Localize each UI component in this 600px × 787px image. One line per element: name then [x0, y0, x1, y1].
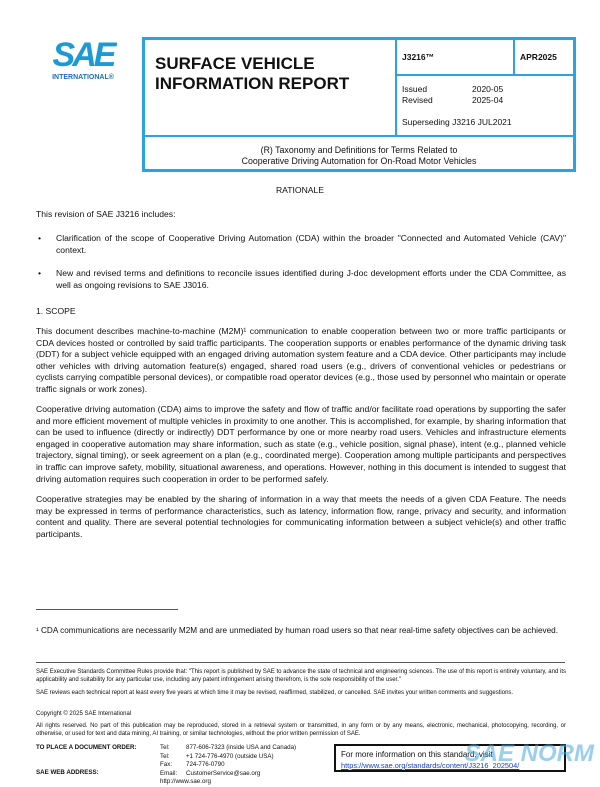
- standard-link[interactable]: https://www.sae.org/standards/content/J3216_202504/: [341, 761, 520, 770]
- info-box-text: For more information on this standard, visit: [341, 750, 493, 759]
- contact-label: Tel:: [160, 752, 170, 760]
- title-line: Cooperative Driving Automation for On-Road Motor Vehicles: [241, 156, 477, 166]
- rationale-bullet: • New and revised terms and definitions to reconcile issues identified during J-doc development efforts under the CDA Committee, as well as ongoing revisions to SAE J3016.: [36, 268, 566, 291]
- order-label: TO PLACE A DOCUMENT ORDER:: [36, 744, 137, 751]
- scope-heading: 1. SCOPE: [36, 306, 76, 316]
- scope-paragraph: Cooperative driving automation (CDA) aims to improve the safety and flow of traffic and/or facilitate road operations by supporting the safer and more efficient movement of multiple vehicles in proximity to one another. This is accomplished, for example, by sharing information that can be used to influence (directly or indirectly) DDT performance by one or more nearby road users. Vehicles and infrastructure elements engaged in cooperative automation may share information, such as state (e.g., vehicle position, signal phase), intent (e.g., planned vehicle trajectory, signal timing), or seek agreement on a plan (e.g., coordinated merge). Cooperation among multiple participants and perspectives in traffic can improve safety, mobility, situational awareness, and operations. However, nothing in this document is intended to suggest that driving automation requires such cooperation in order to be performed safely.: [36, 404, 566, 484]
- footnote-divider: [36, 609, 178, 610]
- title-line: (R) Taxonomy and Definitions for Terms Related to: [260, 145, 458, 155]
- rationale-bullet: • Clarification of the scope of Cooperative Driving Automation (CDA) within the broader "Connected and Automated Vehicle (CAV)" context.: [36, 233, 566, 256]
- scope-paragraph: Cooperative strategies may be enabled by the sharing of information in a way that meets the needs of a given CDA Feature. The needs may be expressed in terms of performance characteristics, such as latency, information flow, range, privacy and security, and information content and quality. There are several potential technologies for communicating information between a subject vehicle(s) and other traffic participants.: [36, 494, 566, 539]
- contact-email[interactable]: CustomerService@sae.org: [186, 769, 261, 777]
- doc-date: APR2025: [514, 39, 574, 75]
- document-header-box: [142, 37, 576, 172]
- scope-paragraph: This document describes machine-to-machine (M2M)¹ communication to enable cooperation between two or more traffic participants or CDA devices hosted or controlled by said traffic participants. The cooperation supports or enables performance of the dynamic driving task (DDT) for a subject vehicle equipped with an engaged driving automation system feature and a CDA device. Other participants may include other vehicles with driving automation feature(s) engaged, shared road users (e.g., drivers of conventional vehicles or pedestrians or cyclists carrying compatible personal devices), or compatible road operator devices (e.g., those used by personnel who maintain or operate traffic signals or work zones).: [36, 326, 566, 394]
- contact-value: 877-606-7323 (inside USA and Canada): [186, 744, 297, 751]
- issued-value: 2020-05: [472, 84, 504, 94]
- fine-print: All rights reserved. No part of this publication may be reproduced, stored in a retrieval system or transmitted, in any form or by any means, electronic, mechanical, photocopying, recording, or otherwise, or used for text and data mining, AI training, or similar technologies, without the prior written permission of SAE.: [36, 723, 566, 738]
- revised-value: 2025-04: [472, 95, 504, 105]
- contact-value: +1 724-776-4970 (outside USA): [186, 752, 274, 760]
- contact-value: 724-776-0790: [186, 761, 225, 768]
- fine-print: SAE reviews each technical report at least every five years at which time it may be revised, reaffirmed, stabilized, or cancelled. SAE invites your written comments and suggestions.: [36, 690, 514, 696]
- web-address-link[interactable]: http://www.sae.org: [160, 778, 211, 785]
- superseding: Superseding J3216 JUL2021: [402, 117, 512, 127]
- revised-label: Revised: [402, 95, 433, 105]
- rationale-heading: RATIONALE: [275, 185, 325, 195]
- report-type-cell: [144, 39, 396, 136]
- order-contacts: [160, 744, 296, 787]
- contact-label: Email:: [160, 769, 178, 777]
- document-title: [144, 136, 574, 170]
- fine-print: SAE Executive Standards Committee Rules provide that: "This report is published by SAE to advance the state of technical and engineering sciences. The use of this report is entirely voluntary, and its applicability and suitability for any particular use, including any patent infringement arising therefrom, is the sole responsibility of the user.": [36, 669, 566, 684]
- issued-label: Issued: [402, 84, 428, 94]
- footer-divider: [36, 662, 565, 663]
- copyright: Copyright © 2025 SAE International: [36, 711, 132, 717]
- doc-number: J3216™: [396, 39, 514, 75]
- web-address-label: SAE WEB ADDRESS:: [36, 769, 99, 776]
- footnote: ¹ CDA communications are necessarily M2M and are unmediated by human road users so that near real-time safety objectives can be achieved.: [36, 626, 558, 635]
- contact-label: Fax:: [160, 761, 173, 768]
- rationale-intro: This revision of SAE J3216 includes:: [36, 209, 176, 219]
- report-type: SURFACE VEHICLE INFORMATION REPORT: [155, 54, 350, 93]
- watermark: SAE NORM: [464, 740, 594, 767]
- dates-cell: [396, 75, 574, 136]
- contact-label: Tel:: [160, 744, 170, 751]
- sae-logo: SAE INTERNATIONAL®: [52, 36, 114, 81]
